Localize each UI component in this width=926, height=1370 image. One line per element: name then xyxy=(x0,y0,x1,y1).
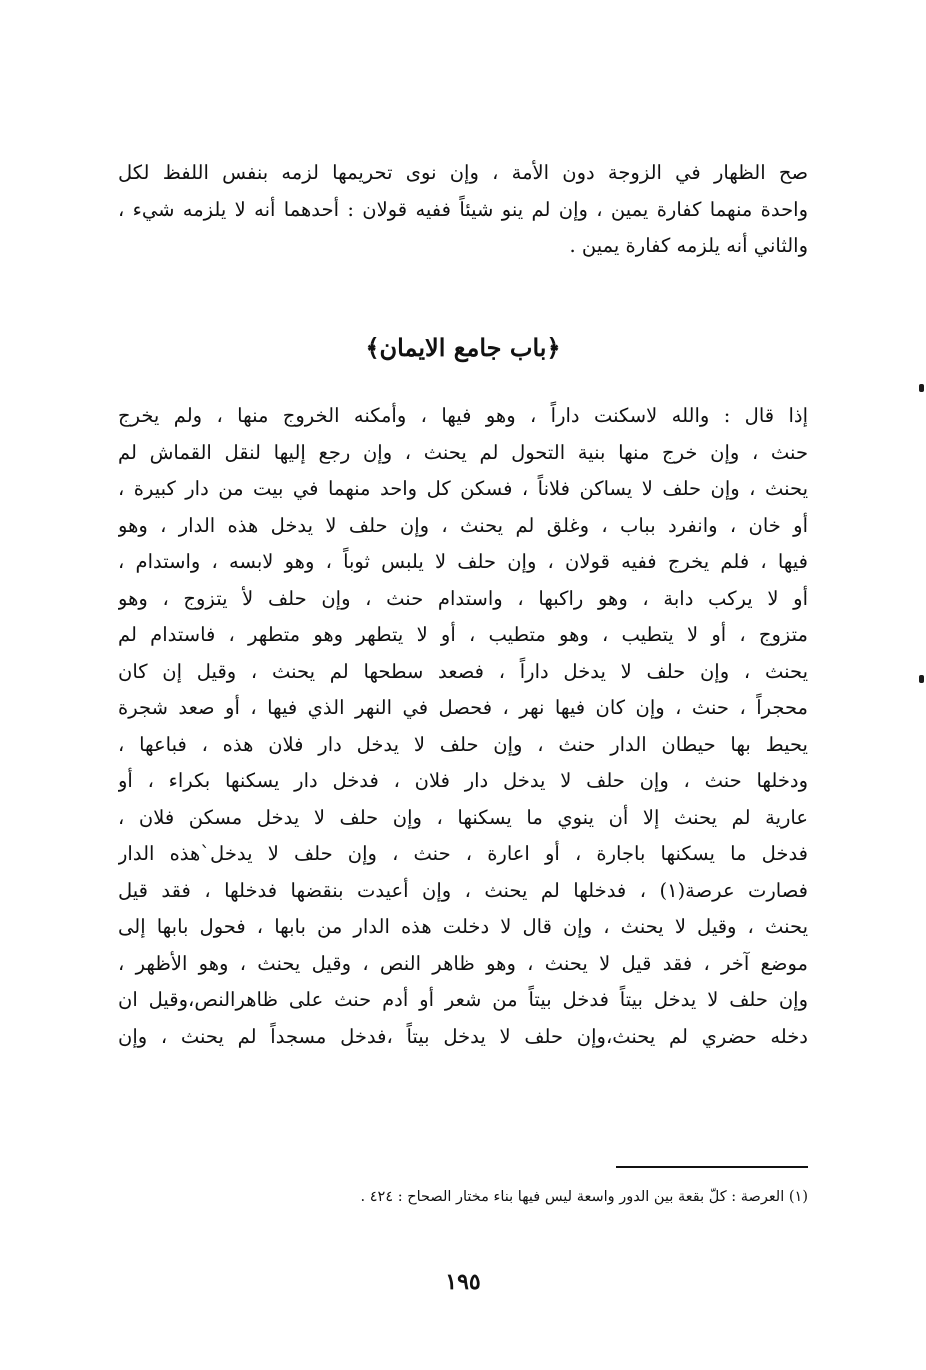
text-line: أو خان ، وانفرد بباب ، وغلق لم يحنث ، وإن حلف لا يدخل هذه الدار ، وهو xyxy=(118,513,808,537)
text-line: إذا قال : والله لاسكنت داراً ، وهو فيها ، وأمكنه الخروج منها ، ولم يخرج xyxy=(118,404,808,427)
text-line: فيها ، فلم يخرج ففيه قولان ، وإن حلف لا يلبس ثوباً ، وهو لابسه ، واستدام ، xyxy=(118,550,808,573)
text-line: عارية لم يحنث إلا أن ينوي ما يسكنها ، وإن حلف لا يدخل مسكن فلان ، xyxy=(118,805,808,829)
scan-edge-mark xyxy=(919,675,924,683)
text-line: فدخل ما يسكنها باجارة ، أو اعارة ، حنث ، وإن حلف لا يدخل`هذه الدار xyxy=(118,842,808,865)
text-line: أو لا يركب دابة ، وهو راكبها ، واستدام حنث ، وإن حلف لأ يتزوج ، وهو xyxy=(118,586,808,610)
chapter-heading: ﴿باب جامع الايمان﴾ xyxy=(365,333,561,362)
text-line: ودخلها حنث ، وإن حلف لا يدخل دار فلان ، فدخل دار يسكنها بكراء ، أو xyxy=(118,769,808,792)
text-line: يحنث ، وإن حلف لا يساكن فلاناً ، فسكن كل واحد منهما في بيت من دار كبيرة ، xyxy=(118,477,808,500)
text-line: فصارت عرصة(١) ، فدخلها لم يحنث ، وإن أعيدت بنقضها فدخلها ، فقد قيل xyxy=(118,878,808,902)
intro-paragraph xyxy=(118,155,808,265)
main-paragraph xyxy=(118,398,808,1055)
footnote-separator xyxy=(616,1166,808,1168)
text-line: وإن حلف لا يدخل بيتاً فدخل بيتاً من شعر أو أدم حنث على ظاهرالنص،وقيل ان xyxy=(118,988,808,1011)
text-line: واحدة منهما كفارة يمين ، وإن لم ينو شيئاً ففيه قولان : أحدهما أنه لا يلزمه شيء ، xyxy=(118,197,808,221)
text-line: يحيط بها حيطان الدار حنث ، وإن حلف لا يدخل دار فلان هذه ، فباعها ، xyxy=(118,732,808,756)
text-line: دخله حضري لم يحنث،وإن حلف لا يدخل بيتاً ،فدخل مسجداً لم يحنث ، وإن xyxy=(118,1024,808,1048)
text-line: متزوج ، أو لا يتطيب ، وهو متطيب ، أو لا يتطهر وهو متطهر ، فاستدام لم xyxy=(118,623,808,646)
text-line: يحنث ، وقيل لا يحنث ، وإن قال لا دخلت هذه الدار من بابها ، فحول بابها إلى xyxy=(118,915,808,938)
text-line: محجراً ، حنث ، وإن كان فيها نهر ، فحصل في النهر الذي فيها ، أو صعد شجرة xyxy=(118,696,808,719)
footnote: (١) العرصة : كلّ بقعة بين الدور واسعة ليس فيها بناء مختار الصحاح : ٤٢٤ . xyxy=(360,1189,808,1205)
text-line: صح الظهار في الزوجة دون الأمة ، وإن نوى تحريمها لزمه بنفس اللفظ لكل xyxy=(118,161,808,184)
text-line: موضع آخر ، فقد قيل لا يحنث ، وهو ظاهر النص ، وقيل يحنث ، وهو الأظهر ، xyxy=(118,951,808,975)
page-number: ١٩٥ xyxy=(445,1269,481,1295)
scan-edge-mark xyxy=(919,384,924,392)
text-line: حنث ، وإن خرج منها بنية التحول لم يحنث ، وإن رجع إليها لنقل القماش لم xyxy=(118,440,808,464)
text-line: والثاني أنه يلزمه كفارة يمين . xyxy=(569,234,808,257)
text-line: يحنث ، وإن حلف لا يدخل داراً ، فصعد سطحها لم يحنث ، وقيل إن كان xyxy=(118,659,808,683)
